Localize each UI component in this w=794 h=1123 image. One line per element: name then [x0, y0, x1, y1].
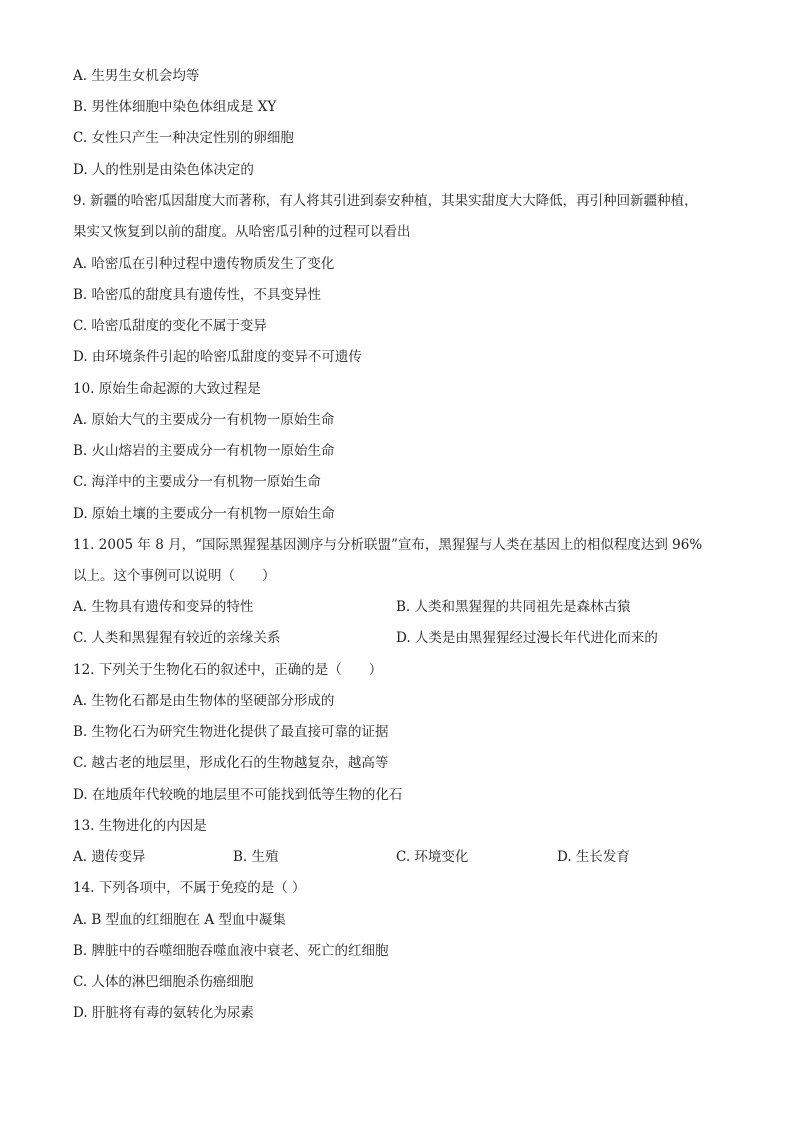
q13-option-c: C. 环境变化: [396, 849, 469, 865]
q8-option-c: C. 女性只产生一种决定性别的卵细胞: [73, 130, 294, 146]
q12-option-c: C. 越古老的地层里，形成化石的生物越复杂，越高等: [73, 755, 389, 771]
q13-option-d: D. 生长发育: [557, 849, 630, 865]
q11-option-c: C. 人类和黑猩猩有较近的亲缘关系: [73, 630, 281, 646]
q14-option-d: D. 肝脏将有毒的氨转化为尿素: [73, 1005, 254, 1021]
q10-option-a: A. 原始大气的主要成分一有机物一原始生命: [73, 412, 335, 428]
q14-stem: 14. 下列各项中，不属于免疫的是（ ）: [73, 880, 306, 896]
q9-option-b: B. 哈密瓜的甜度具有遗传性，不具变异性: [73, 287, 322, 303]
q10-option-b: B. 火山熔岩的主要成分一有机物一原始生命: [73, 443, 335, 459]
q8-option-a: A. 生男生女机会均等: [73, 68, 200, 84]
q9-stem-line2: 果实又恢复到以前的甜度。从哈密瓜引种的过程可以看出: [73, 224, 411, 240]
q12-option-a: A. 生物化石都是由生物体的坚硬部分形成的: [73, 693, 335, 709]
q10-option-d: D. 原始土壤的主要成分一有机物一原始生命: [73, 506, 335, 522]
q12-stem: 12. 下列关于生物化石的叙述中，正确的是（ ）: [73, 662, 383, 678]
q12-option-b: B. 生物化石为研究生物进化提供了最直接可靠的证据: [73, 724, 389, 740]
q13-option-b: B. 生殖: [233, 849, 279, 865]
q11-stem-line2: 以上。这个事例可以说明（ ）: [73, 568, 276, 584]
q10-stem: 10. 原始生命起源的大致过程是: [73, 381, 261, 397]
q14-option-c: C. 人体的淋巴细胞杀伤癌细胞: [73, 974, 254, 990]
q9-stem-line1: 9. 新疆的哈密瓜因甜度大而著称，有人将其引进到泰安种植，其果实甜度大大降低，再引种回新疆种植，: [73, 193, 698, 209]
q9-option-c: C. 哈密瓜甜度的变化不属于变异: [73, 318, 267, 334]
q9-option-d: D. 由环境条件引起的哈密瓜甜度的变异不可遗传: [73, 349, 362, 365]
q11-option-d: D. 人类是由黑猩猩经过漫长年代进化而来的: [396, 630, 658, 646]
q8-option-b: B. 男性体细胞中染色体组成是 XY: [73, 99, 277, 115]
q11-stem-line1: 11. 2005 年 8 月，“国际黑猩猩基因测序与分析联盟”宣布，黑猩猩与人类在基因上的相似程度达到 96%: [73, 537, 703, 553]
q8-option-d: D. 人的性别是由染色体决定的: [73, 162, 254, 178]
q12-option-d: D. 在地质年代较晚的地层里不可能找到低等生物的化石: [73, 787, 403, 803]
q9-option-a: A. 哈密瓜在引种过程中遗传物质发生了变化: [73, 256, 335, 272]
q11-option-b: B. 人类和黑猩猩的共同祖先是森林古猿: [396, 599, 631, 615]
q14-option-a: A. B 型血的红细胞在 A 型血中凝集: [73, 912, 286, 928]
q11-option-a: A. 生物具有遗传和变异的特性: [73, 599, 254, 615]
q14-option-b: B. 脾脏中的吞噬细胞吞噬血液中衰老、死亡的红细胞: [73, 943, 389, 959]
q13-option-a: A. 遗传变异: [73, 849, 146, 865]
q13-stem: 13. 生物进化的内因是: [73, 818, 207, 834]
q10-option-c: C. 海洋中的主要成分一有机物一原始生命: [73, 474, 321, 490]
